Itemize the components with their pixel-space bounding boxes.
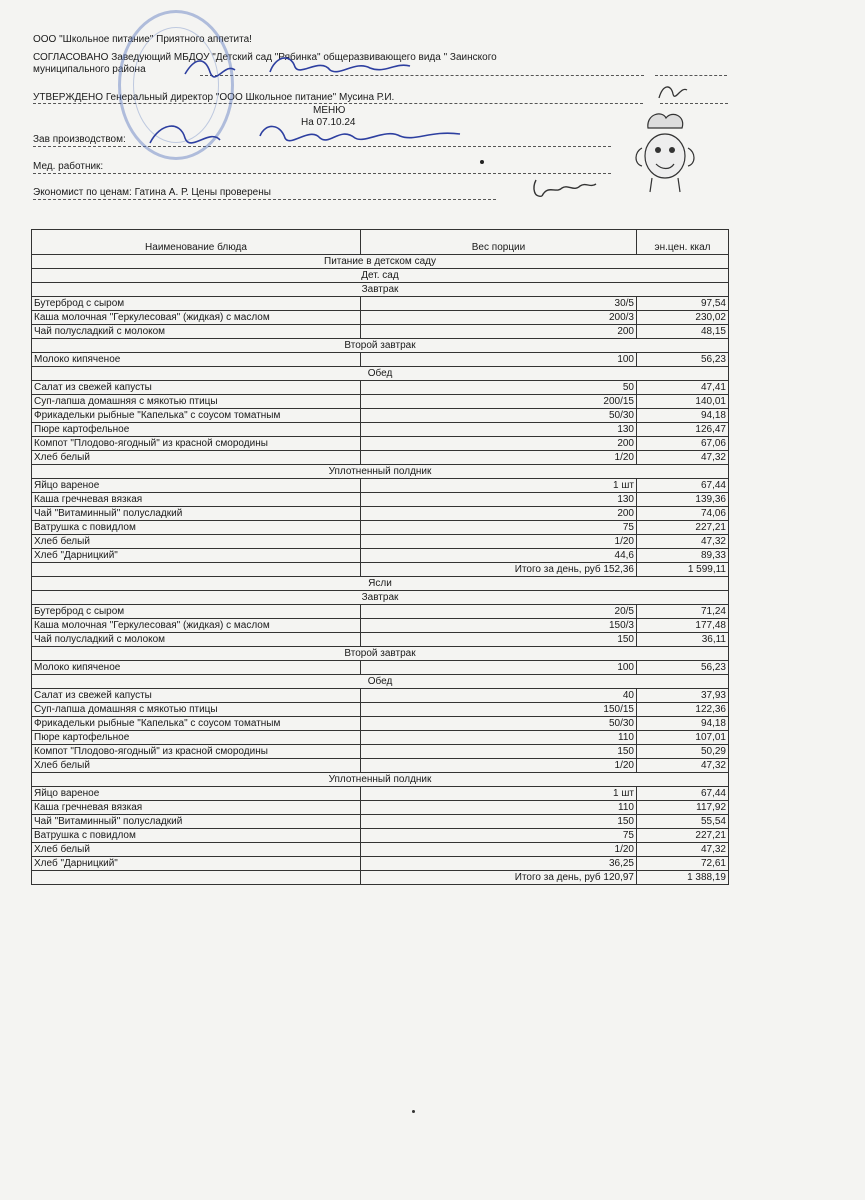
col-header-kcal: эн.цен. ккал — [637, 230, 729, 255]
portion-weight: 1/20 — [361, 535, 637, 549]
portion-weight: 1 шт — [361, 479, 637, 493]
portion-weight: 150/3 — [361, 619, 637, 633]
table-row — [32, 451, 729, 465]
dish-name: Чай "Витаминный" полусладкий — [32, 815, 361, 829]
portion-weight: 200 — [361, 437, 637, 451]
kcal-value: 55,54 — [637, 815, 729, 829]
portion-weight: 1 шт — [361, 787, 637, 801]
signature-line — [655, 75, 727, 76]
dish-name: Компот "Плодово-ягодный" из красной смородины — [32, 437, 361, 451]
menu-date: На 07.10.24 — [301, 117, 356, 128]
dish-name: Хлеб "Дарницкий" — [32, 857, 361, 871]
table-row — [32, 381, 729, 395]
dish-name: Салат из свежей капусты — [32, 689, 361, 703]
section-row — [32, 339, 729, 353]
kcal-value: 67,44 — [637, 787, 729, 801]
dish-name: Хлеб белый — [32, 535, 361, 549]
total-spacer — [32, 563, 361, 577]
kcal-value: 230,02 — [637, 311, 729, 325]
section-label: Ясли — [32, 577, 729, 591]
total-label: Итого за день, руб 152,36 — [361, 563, 637, 577]
kcal-value: 67,44 — [637, 479, 729, 493]
section-row — [32, 367, 729, 381]
kcal-value: 227,21 — [637, 829, 729, 843]
table-row — [32, 521, 729, 535]
signature-line — [33, 199, 496, 200]
dish-name: Молоко кипяченое — [32, 661, 361, 675]
kcal-value: 47,32 — [637, 451, 729, 465]
scan-dot — [412, 1110, 415, 1113]
medic-label: Мед. работник: — [33, 161, 104, 172]
section-row — [32, 675, 729, 689]
table-row — [32, 353, 729, 367]
table-row — [32, 843, 729, 857]
section-row — [32, 283, 729, 297]
portion-weight: 50/30 — [361, 409, 637, 423]
dish-name: Хлеб "Дарницкий" — [32, 549, 361, 563]
section-label: Второй завтрак — [32, 339, 729, 353]
table-row — [32, 759, 729, 773]
portion-weight: 100 — [361, 353, 637, 367]
portion-weight: 50 — [361, 381, 637, 395]
chef-mascot-icon — [628, 108, 698, 198]
kcal-value: 107,01 — [637, 731, 729, 745]
dish-name: Молоко кипяченое — [32, 353, 361, 367]
total-kcal: 1 599,11 — [637, 563, 729, 577]
portion-weight: 200/15 — [361, 395, 637, 409]
kcal-value: 94,18 — [637, 717, 729, 731]
kcal-value: 74,06 — [637, 507, 729, 521]
table-row — [32, 605, 729, 619]
dish-name: Салат из свежей капусты — [32, 381, 361, 395]
section-row — [32, 577, 729, 591]
kcal-value: 56,23 — [637, 353, 729, 367]
section-label: Обед — [32, 367, 729, 381]
portion-weight: 200 — [361, 507, 637, 521]
table-row — [32, 311, 729, 325]
dish-name: Пюре картофельное — [32, 731, 361, 745]
dish-name: Каша молочная "Геркулесовая" (жидкая) с маслом — [32, 311, 361, 325]
dish-name: Яйцо вареное — [32, 787, 361, 801]
kcal-value: 89,33 — [637, 549, 729, 563]
dish-name: Чай "Витаминный" полусладкий — [32, 507, 361, 521]
col-header-dish: Наименование блюда — [32, 230, 361, 255]
kcal-value: 94,18 — [637, 409, 729, 423]
table-row — [32, 717, 729, 731]
scan-dot — [480, 160, 484, 164]
production-label: Зав производством: — [33, 134, 126, 145]
org-line: ООО "Школьное питание" Приятного аппетита! — [33, 34, 252, 45]
portion-weight: 44,6 — [361, 549, 637, 563]
table-row — [32, 661, 729, 675]
kcal-value: 227,21 — [637, 521, 729, 535]
kcal-value: 37,93 — [637, 689, 729, 703]
section-row — [32, 591, 729, 605]
total-row — [32, 871, 729, 885]
table-row — [32, 549, 729, 563]
dish-name: Хлеб белый — [32, 843, 361, 857]
portion-weight: 100 — [361, 661, 637, 675]
dish-name: Каша гречневая вязкая — [32, 801, 361, 815]
table-row — [32, 507, 729, 521]
portion-weight: 200/3 — [361, 311, 637, 325]
kcal-value: 117,92 — [637, 801, 729, 815]
dish-name: Ватрушка с повидлом — [32, 521, 361, 535]
kcal-value: 126,47 — [637, 423, 729, 437]
table-row — [32, 633, 729, 647]
table-row — [32, 535, 729, 549]
economist-label: Экономист по ценам: Гатина А. Р. Цены проверены — [33, 187, 271, 198]
section-label: Завтрак — [32, 591, 729, 605]
kcal-value: 47,32 — [637, 759, 729, 773]
section-row — [32, 269, 729, 283]
section-label: Второй завтрак — [32, 647, 729, 661]
signature-line — [33, 173, 611, 174]
menu-table — [31, 229, 729, 885]
section-label: Уплотненный полдник — [32, 773, 729, 787]
approved-line: УТВЕРЖДЕНО Генеральный директор "ООО Школьное питание" Мусина Р.И. — [33, 92, 395, 103]
kcal-value: 48,15 — [637, 325, 729, 339]
table-row — [32, 703, 729, 717]
table-row — [32, 619, 729, 633]
dish-name: Фрикадельки рыбные "Капелька" с соусом томатным — [32, 717, 361, 731]
kcal-value: 47,32 — [637, 843, 729, 857]
dish-name: Ватрушка с повидлом — [32, 829, 361, 843]
table-row — [32, 689, 729, 703]
menu-title: МЕНЮ — [313, 105, 346, 116]
kcal-value: 71,24 — [637, 605, 729, 619]
kcal-value: 122,36 — [637, 703, 729, 717]
dish-name: Бутерброд с сыром — [32, 605, 361, 619]
table-row — [32, 815, 729, 829]
dish-name: Фрикадельки рыбные "Капелька" с соусом томатным — [32, 409, 361, 423]
portion-weight: 150 — [361, 633, 637, 647]
dish-name: Чай полусладкий с молоком — [32, 633, 361, 647]
section-row — [32, 465, 729, 479]
table-row — [32, 787, 729, 801]
portion-weight: 1/20 — [361, 759, 637, 773]
table-row — [32, 479, 729, 493]
table-row — [32, 493, 729, 507]
portion-weight: 130 — [361, 493, 637, 507]
portion-weight: 50/30 — [361, 717, 637, 731]
section-label: Питание в детском саду — [32, 255, 729, 269]
section-row — [32, 773, 729, 787]
table-row — [32, 801, 729, 815]
section-label: Завтрак — [32, 283, 729, 297]
kcal-value: 67,06 — [637, 437, 729, 451]
portion-weight: 20/5 — [361, 605, 637, 619]
dish-name: Хлеб белый — [32, 451, 361, 465]
table-header-row — [32, 230, 729, 255]
table-row — [32, 745, 729, 759]
director-signature — [180, 52, 420, 82]
production-signature — [140, 118, 470, 158]
portion-weight: 36,25 — [361, 857, 637, 871]
portion-weight: 150/15 — [361, 703, 637, 717]
table-row — [32, 297, 729, 311]
table-row — [32, 325, 729, 339]
table-row — [32, 437, 729, 451]
kcal-value: 139,36 — [637, 493, 729, 507]
dish-name: Чай полусладкий с молоком — [32, 325, 361, 339]
table-row — [32, 423, 729, 437]
kcal-value: 50,29 — [637, 745, 729, 759]
kcal-value: 47,41 — [637, 381, 729, 395]
total-kcal: 1 388,19 — [637, 871, 729, 885]
section-row — [32, 647, 729, 661]
kcal-value: 97,54 — [637, 297, 729, 311]
section-label: Уплотненный полдник — [32, 465, 729, 479]
kcal-value: 47,32 — [637, 535, 729, 549]
dish-name: Компот "Плодово-ягодный" из красной смородины — [32, 745, 361, 759]
section-label: Дет. сад — [32, 269, 729, 283]
economist-signature — [528, 174, 598, 204]
kcal-value: 140,01 — [637, 395, 729, 409]
total-row — [32, 563, 729, 577]
table-row — [32, 829, 729, 843]
total-spacer — [32, 871, 361, 885]
dish-name: Суп-лапша домашняя с мякотью птицы — [32, 395, 361, 409]
dish-name: Каша гречневая вязкая — [32, 493, 361, 507]
portion-weight: 200 — [361, 325, 637, 339]
portion-weight: 110 — [361, 731, 637, 745]
section-row — [32, 255, 729, 269]
dish-name: Яйцо вареное — [32, 479, 361, 493]
agreed-line-2: муниципального района — [33, 64, 146, 75]
portion-weight: 30/5 — [361, 297, 637, 311]
portion-weight: 40 — [361, 689, 637, 703]
agreed-line: СОГЛАСОВАНО Заведующий МБДОУ "Детский сад "Рябинка" общеразвивающего вида " Заинского — [33, 52, 497, 63]
dish-name: Бутерброд с сыром — [32, 297, 361, 311]
kcal-value: 56,23 — [637, 661, 729, 675]
dish-name: Суп-лапша домашняя с мякотью птицы — [32, 703, 361, 717]
kcal-value: 72,61 — [637, 857, 729, 871]
dish-name: Пюре картофельное — [32, 423, 361, 437]
kcal-value: 177,48 — [637, 619, 729, 633]
total-label: Итого за день, руб 120,97 — [361, 871, 637, 885]
portion-weight: 1/20 — [361, 843, 637, 857]
portion-weight: 75 — [361, 829, 637, 843]
approved-signature — [655, 80, 691, 104]
table-row — [32, 395, 729, 409]
portion-weight: 150 — [361, 745, 637, 759]
dish-name: Каша молочная "Геркулесовая" (жидкая) с маслом — [32, 619, 361, 633]
menu-table-body — [32, 255, 729, 885]
section-label: Обед — [32, 675, 729, 689]
portion-weight: 110 — [361, 801, 637, 815]
table-row — [32, 857, 729, 871]
portion-weight: 150 — [361, 815, 637, 829]
col-header-weight: Вес порции — [361, 230, 637, 255]
table-row — [32, 731, 729, 745]
dish-name: Хлеб белый — [32, 759, 361, 773]
table-row — [32, 409, 729, 423]
portion-weight: 130 — [361, 423, 637, 437]
portion-weight: 75 — [361, 521, 637, 535]
portion-weight: 1/20 — [361, 451, 637, 465]
kcal-value: 36,11 — [637, 633, 729, 647]
